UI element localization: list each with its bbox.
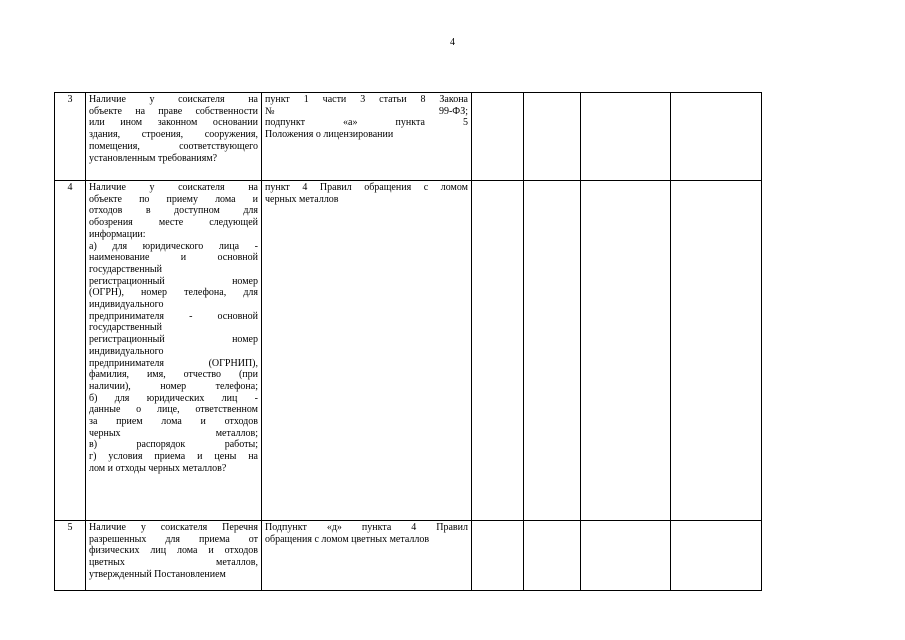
question-line: объекте на праве собственности	[89, 105, 258, 117]
row-number: 3	[55, 93, 86, 181]
question-line: установленным требованиям?	[89, 152, 218, 164]
question-line: физических лиц лома и отходов	[89, 545, 258, 557]
row-number: 5	[55, 521, 86, 591]
empty-answer-cell	[671, 521, 762, 591]
question-line: в) распорядок работы;	[89, 439, 258, 451]
question-line: государственный	[89, 322, 162, 334]
question-line: информации:	[89, 228, 146, 240]
requirement-cell	[262, 181, 472, 521]
question-line: регистрационный номер	[89, 275, 258, 287]
question-line: государственный	[89, 263, 162, 275]
question-line: отходов в доступном для	[89, 205, 258, 217]
question-line: регистрационный номер	[89, 334, 258, 346]
question-line: наличии), номер телефона;	[89, 380, 258, 392]
question-line: а) для юридического лица -	[89, 240, 258, 252]
question-line: обозрения месте следующей	[89, 217, 258, 229]
question-line: данные о лице, ответственном	[89, 404, 258, 416]
empty-answer-cell	[524, 181, 581, 521]
requirement-line: пункт 1 части 3 статьи 8 Закона	[265, 94, 468, 105]
question-line: предпринимателя (ОГРНИП),	[89, 357, 258, 369]
empty-answer-cell	[472, 93, 524, 181]
question-line: Наличие у соискателя на	[89, 94, 258, 105]
requirement-cell	[262, 93, 472, 181]
question-line: здания, строения, сооружения,	[89, 129, 258, 141]
question-cell	[86, 521, 262, 591]
requirement-line: подпункт «а» пункта 5	[265, 117, 468, 129]
question-cell	[86, 181, 262, 521]
question-line: предпринимателя - основной	[89, 310, 258, 322]
question-line: разрешенных для приема от	[89, 533, 258, 545]
requirement-line: Положения о лицензировании	[265, 129, 394, 141]
requirement-line: Подпункт «д» пункта 4 Правил	[265, 522, 468, 533]
requirement-line: черных металлов	[265, 193, 339, 205]
question-line: объекте по приему лома и	[89, 193, 258, 205]
empty-answer-cell	[472, 181, 524, 521]
question-line: (ОГРН), номер телефона, для	[89, 287, 258, 299]
question-line: фамилия, имя, отчество (при	[89, 369, 258, 381]
empty-answer-cell	[472, 521, 524, 591]
empty-answer-cell	[671, 181, 762, 521]
question-line: лом и отходы черных металлов?	[89, 462, 227, 474]
checklist-table	[54, 92, 762, 591]
requirement-line: № 99-ФЗ;	[265, 105, 468, 117]
question-line: черных металлов;	[89, 427, 258, 439]
question-line: б) для юридических лиц -	[89, 392, 258, 404]
empty-answer-cell	[581, 521, 671, 591]
requirement-line: пункт 4 Правил обращения с ломом	[265, 182, 468, 193]
question-line: г) условия приема и цены на	[89, 451, 258, 463]
table-row	[55, 181, 762, 521]
question-line: утвержденный Постановлением	[89, 568, 226, 580]
empty-answer-cell	[581, 93, 671, 181]
question-line: за прием лома и отходов	[89, 416, 258, 428]
question-line: индивидуального	[89, 299, 164, 311]
page-number: 4	[450, 37, 455, 48]
table-row	[55, 521, 762, 591]
requirement-line: обращения с ломом цветных металлов	[265, 533, 430, 545]
question-line: цветных металлов,	[89, 557, 258, 569]
question-line: помещения, соответствующего	[89, 140, 258, 152]
question-line: Наличие у соискателя на	[89, 182, 258, 193]
question-line: Наличие у соискателя Перечня	[89, 522, 258, 533]
row-number: 4	[55, 181, 86, 521]
question-line: или ином законном основании	[89, 117, 258, 129]
empty-answer-cell	[524, 521, 581, 591]
question-line: индивидуального	[89, 345, 164, 357]
empty-answer-cell	[671, 93, 762, 181]
table-row	[55, 93, 762, 181]
question-cell	[86, 93, 262, 181]
empty-answer-cell	[581, 181, 671, 521]
question-line: наименование и основной	[89, 252, 258, 264]
empty-answer-cell	[524, 93, 581, 181]
requirement-cell	[262, 521, 472, 591]
